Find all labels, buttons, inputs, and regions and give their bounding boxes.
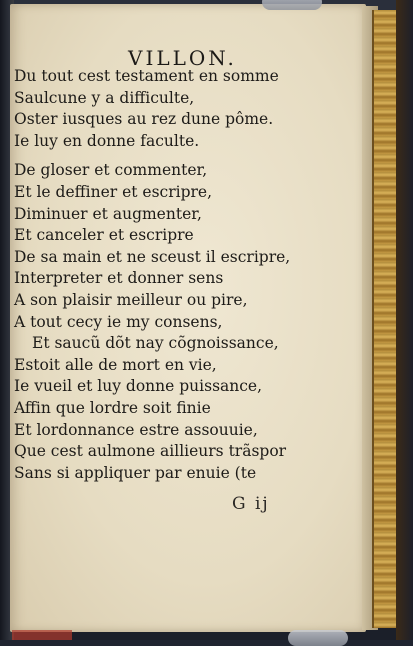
running-header: VILLON. bbox=[128, 46, 237, 70]
verse-line: Saulcune y a difficulte, bbox=[14, 88, 195, 107]
verse-line: Sans si appliquer par enuie (te bbox=[14, 463, 257, 482]
verse-line: Et canceler et escripre bbox=[14, 226, 194, 245]
verse-line: Et saucũ dõt nay cõgnoissance, bbox=[32, 334, 279, 353]
verse-line: Que cest aulmone aillieurs trãspor bbox=[14, 442, 287, 461]
signature-mark: G ij bbox=[232, 494, 270, 514]
verse-line: Ie vueil et luy donne puissance, bbox=[14, 377, 263, 396]
stanza-gap bbox=[14, 152, 354, 160]
verse-line: Et le deffiner et escripre, bbox=[14, 182, 213, 201]
verse-line: Estoit alle de mort en vie, bbox=[14, 355, 217, 374]
verse-line: Interpreter et donner sens bbox=[14, 269, 224, 288]
verse-line: Affin que lordre soit finie bbox=[14, 398, 211, 417]
verse-line: De gloser et commenter, bbox=[14, 161, 208, 180]
verse-line: Diminuer et augmenter, bbox=[14, 204, 202, 223]
bottom-page-clip bbox=[288, 630, 348, 646]
verse-line: Oster iusques au rez dune pôme. bbox=[14, 110, 274, 129]
poem-text bbox=[14, 66, 354, 484]
cover-edge bbox=[396, 0, 413, 640]
top-page-clip bbox=[262, 0, 322, 10]
verse-line: A son plaisir meilleur ou pire, bbox=[14, 290, 248, 309]
verse-line: Ie luy en donne faculte. bbox=[14, 131, 200, 150]
verse-line: A tout cecy ie my consens, bbox=[14, 312, 223, 331]
red-ribbon bbox=[12, 630, 72, 640]
verse-line: Et lordonnance estre assouuie, bbox=[14, 420, 258, 439]
verse-line: De sa main et ne sceust il escripre, bbox=[14, 247, 291, 266]
verse-line: Du tout cest testament en somme bbox=[14, 67, 279, 85]
